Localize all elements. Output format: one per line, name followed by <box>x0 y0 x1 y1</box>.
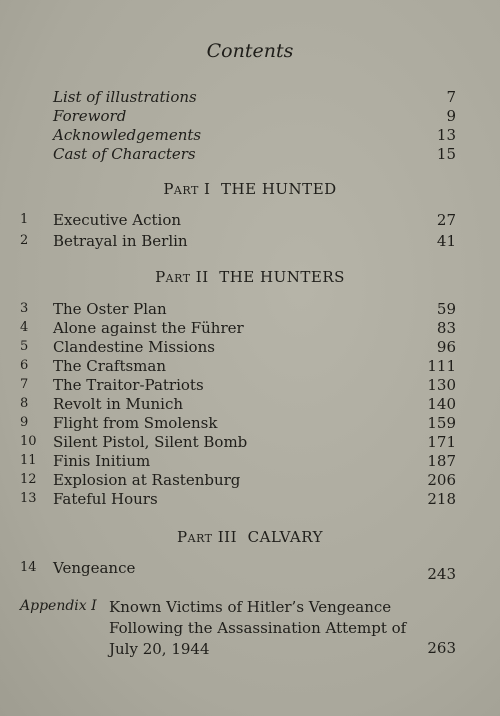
chapter-title: Silent Pistol, Silent Bomb <box>53 433 248 451</box>
chapter-title: Explosion at Rastenburg <box>53 471 241 489</box>
chapter-title: Flight from Smolensk <box>53 414 218 432</box>
page-number: 41 <box>436 232 456 250</box>
chapter-number: 10 <box>20 434 37 449</box>
chapter-title: Betrayal in Berlin <box>53 232 188 250</box>
chapter-number: 6 <box>20 358 29 373</box>
chapter-row <box>0 318 500 338</box>
part-label: Part II <box>155 268 209 286</box>
page-number: 218 <box>427 490 456 508</box>
chapter-row <box>0 231 500 251</box>
chapter-number: 4 <box>20 320 29 335</box>
part-heading <box>0 268 500 286</box>
page-title: Contents <box>206 40 294 62</box>
page-number: 59 <box>436 300 456 318</box>
chapter-title: The Craftsman <box>53 357 167 375</box>
chapter-number: 3 <box>20 301 29 316</box>
page-number: 263 <box>427 639 456 657</box>
part-title: THE HUNTERS <box>219 268 345 286</box>
chapter-title: The Traitor-Patriots <box>53 376 204 394</box>
page-number: 243 <box>427 565 456 583</box>
front-matter-item <box>0 106 500 126</box>
chapter-number: 2 <box>20 233 29 248</box>
chapter-title: Executive Action <box>53 211 182 229</box>
chapter-row <box>0 451 500 471</box>
chapter-title: The Oster Plan <box>53 300 167 318</box>
front-matter-item <box>0 144 500 164</box>
chapter-number: 13 <box>20 491 37 506</box>
chapter-number: 7 <box>20 377 29 392</box>
appendix-label: Appendix I <box>20 598 97 614</box>
chapter-title: Finis Initium <box>53 452 151 470</box>
front-matter-item <box>0 87 500 107</box>
chapter-row <box>0 558 500 583</box>
page-number: 111 <box>427 357 456 375</box>
chapter-row <box>0 413 500 433</box>
chapter-row <box>0 356 500 376</box>
front-matter-item <box>0 125 500 145</box>
part-title: CALVARY <box>247 528 323 546</box>
page-number: 7 <box>446 88 456 106</box>
page-number: 140 <box>427 395 456 413</box>
appendix-title <box>109 597 429 660</box>
chapter-row <box>0 375 500 395</box>
page-number: 96 <box>436 338 456 356</box>
chapter-number: 9 <box>20 415 29 430</box>
chapter-row <box>0 432 500 452</box>
appendix-title-line: July 20, 1944 <box>109 640 210 658</box>
chapter-row <box>0 470 500 490</box>
chapter-number: 5 <box>20 339 29 354</box>
chapter-row <box>0 394 500 414</box>
part-label: Part I <box>163 180 211 198</box>
chapter-title: Clandestine Missions <box>53 338 215 356</box>
front-matter-label: Foreword <box>53 107 127 125</box>
part-label: Part III <box>177 528 238 546</box>
front-matter-label: Acknowledgements <box>53 126 202 144</box>
chapter-title: Fateful Hours <box>53 490 158 508</box>
front-matter-label: List of illustrations <box>53 88 197 106</box>
page-number: 130 <box>427 376 456 394</box>
part-title: THE HUNTED <box>221 180 337 198</box>
page-number: 83 <box>436 319 456 337</box>
page-number: 171 <box>427 433 456 451</box>
chapter-number: 8 <box>20 396 29 411</box>
chapter-number: 14 <box>20 560 37 575</box>
page-number: 15 <box>436 145 456 163</box>
appendix-title-line: Known Victims of Hitler’s Vengeance <box>109 598 392 616</box>
chapter-row <box>0 210 500 230</box>
page-number: 206 <box>427 471 456 489</box>
chapter-row <box>0 299 500 319</box>
chapter-title: Vengeance <box>53 559 136 577</box>
page-number: 27 <box>436 211 456 229</box>
chapter-row <box>0 489 500 509</box>
page-number: 9 <box>446 107 456 125</box>
page-number: 159 <box>427 414 456 432</box>
chapter-number: 12 <box>20 472 37 487</box>
appendix-title-line: Following the Assassination Attempt of <box>109 619 407 637</box>
page-number: 13 <box>436 126 456 144</box>
part-heading <box>0 180 500 198</box>
chapter-row <box>0 337 500 357</box>
front-matter-label: Cast of Characters <box>53 145 196 163</box>
chapter-number: 11 <box>20 453 37 468</box>
chapter-number: 1 <box>20 212 29 227</box>
page-number: 187 <box>427 452 456 470</box>
chapter-title: Revolt in Munich <box>53 395 184 413</box>
chapter-title: Alone against the Führer <box>53 319 244 337</box>
part-heading <box>0 528 500 546</box>
